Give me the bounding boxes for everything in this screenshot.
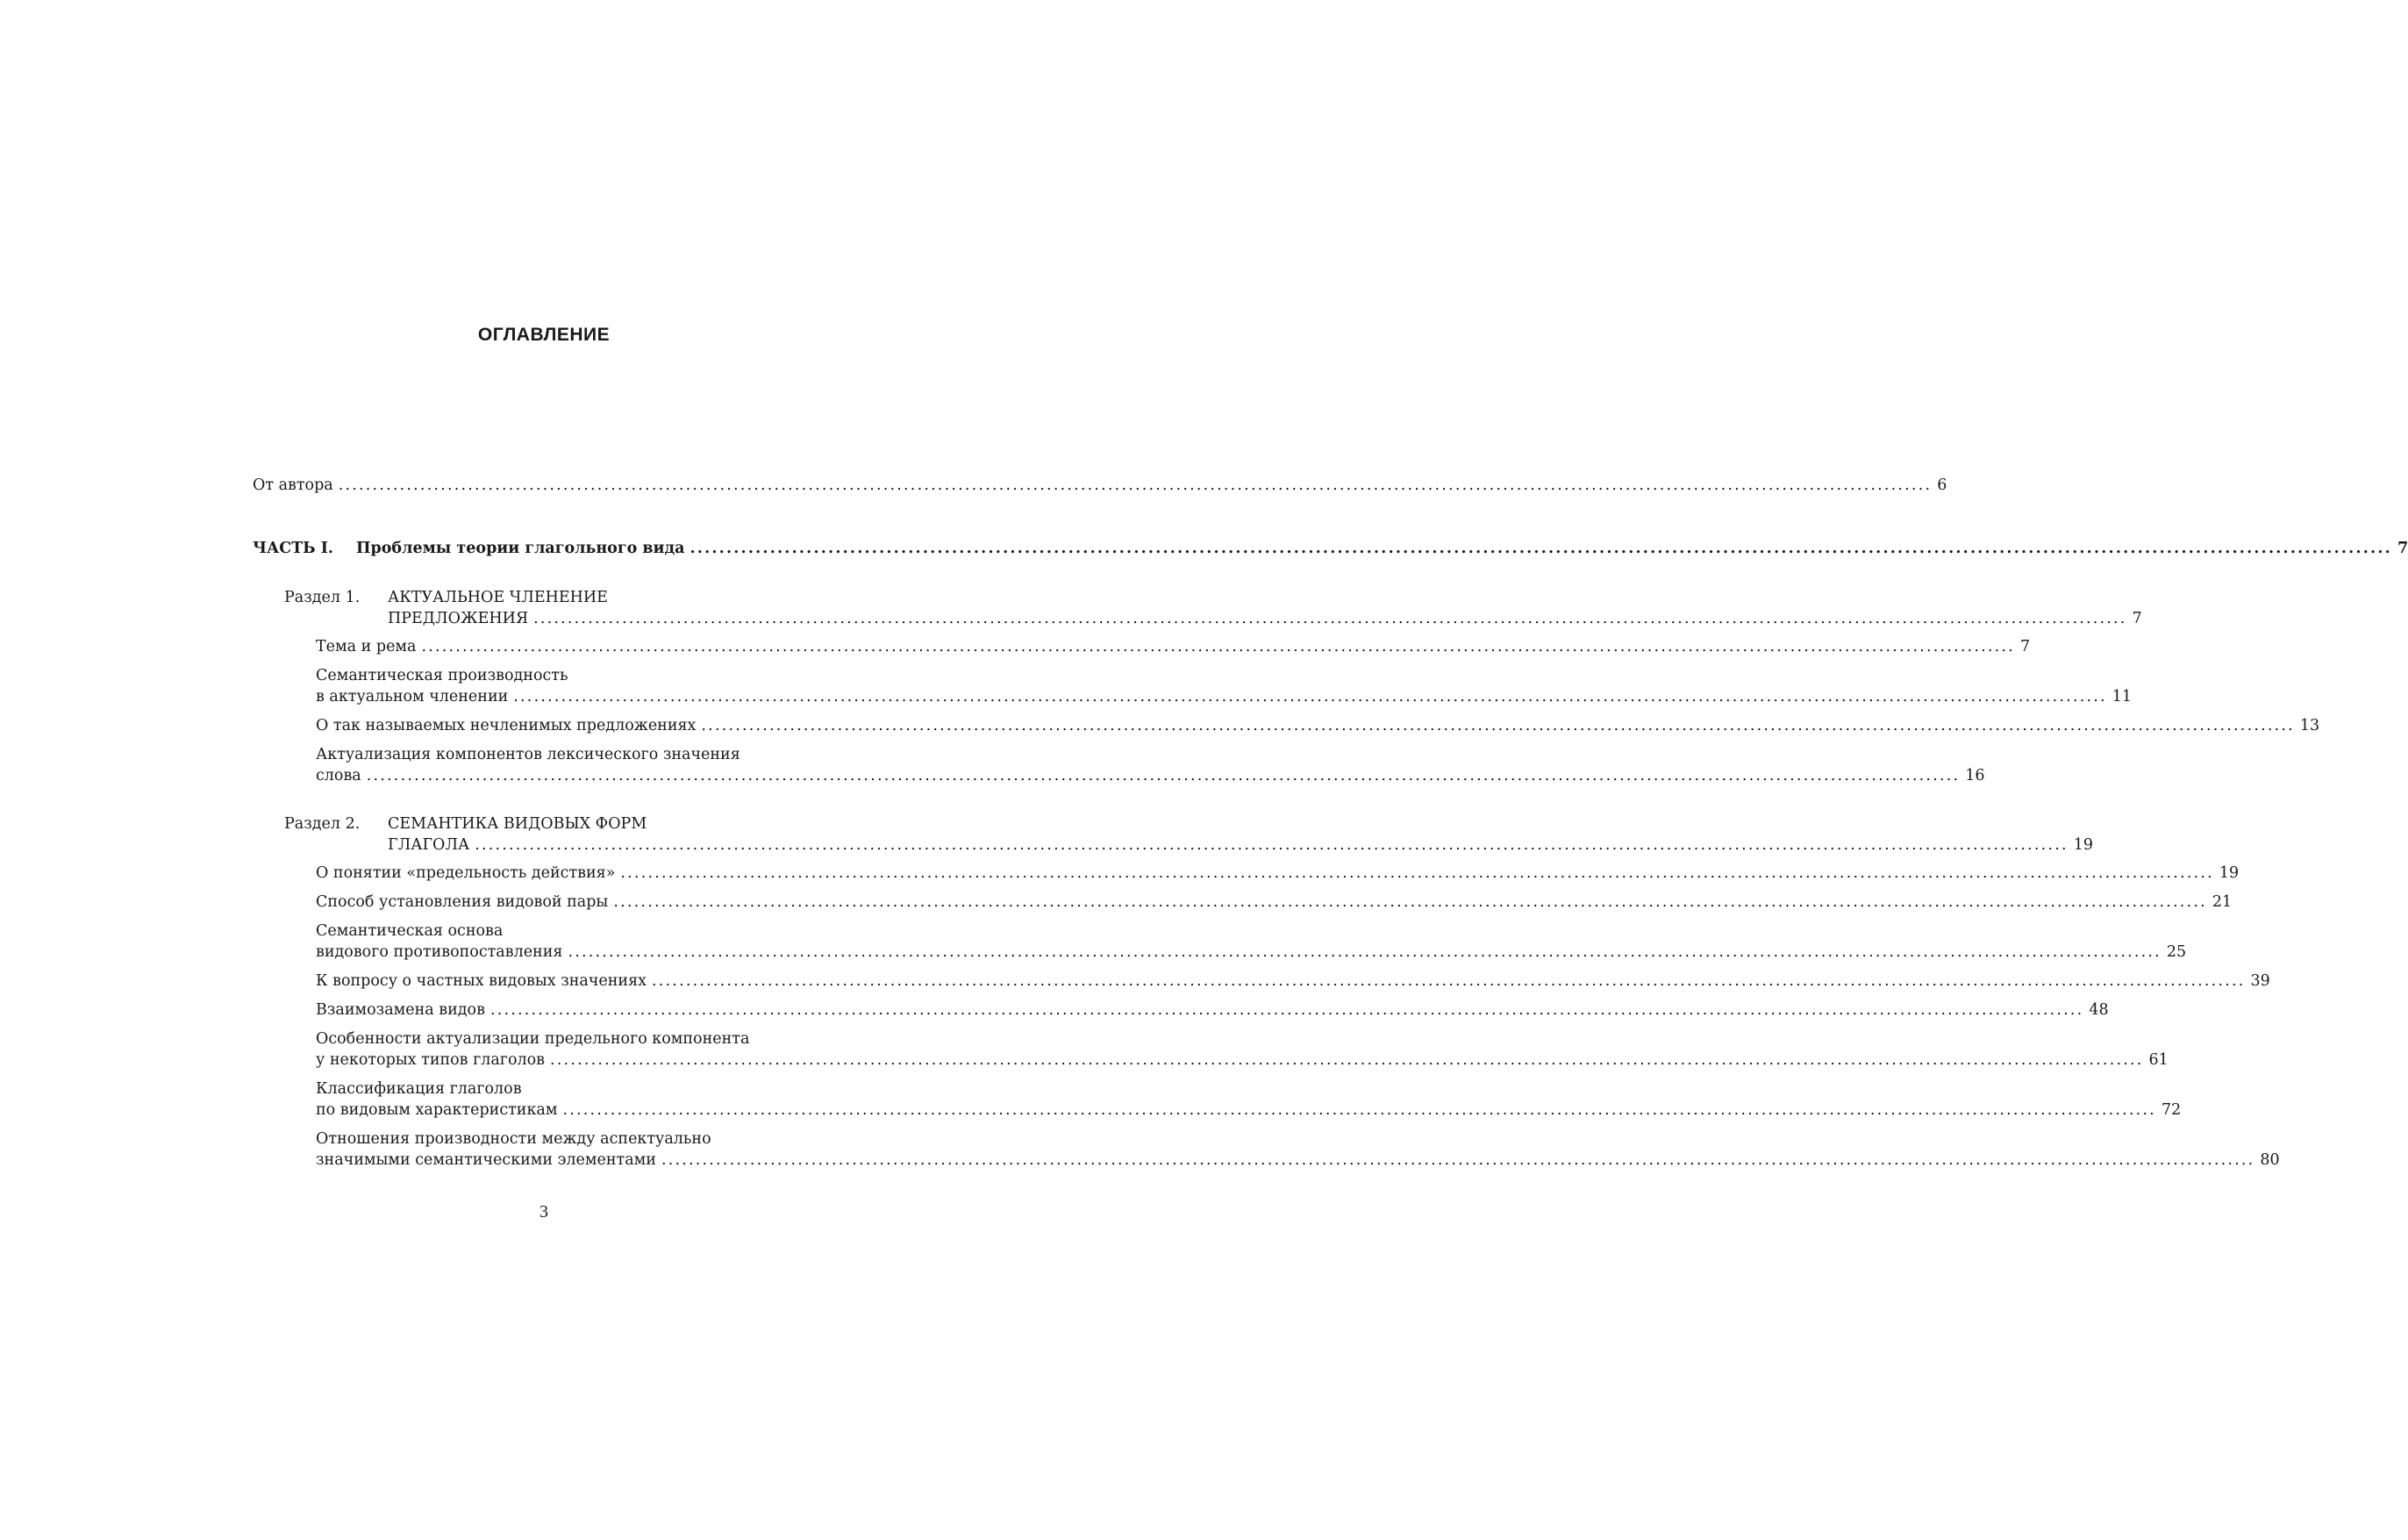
dot-leader	[339, 475, 1932, 496]
toc-entry-label: От автора	[253, 476, 333, 494]
toc-page-number: 7	[2019, 638, 2031, 655]
toc-page-number: 80	[2260, 1151, 2280, 1169]
section-label: Раздел 1.	[284, 589, 361, 606]
toc-entry-text: Тема и рема	[316, 638, 417, 655]
dot-leader	[613, 892, 2206, 913]
toc-entry-text-line: Актуализация компонентов лексического значения	[316, 746, 740, 763]
section-title-line	[388, 834, 2093, 856]
toc-entry[interactable]	[316, 715, 2320, 736]
toc-entry[interactable]	[316, 892, 2233, 913]
toc-entry[interactable]	[316, 863, 2240, 884]
toc-page-number: 39	[2250, 972, 2270, 990]
toc-entry[interactable]	[316, 1078, 2182, 1121]
toc-entry-text: слова	[316, 767, 361, 784]
toc-entry-line	[316, 999, 2109, 1021]
part-title: Проблемы теории глагольного вида	[356, 540, 685, 557]
table-of-contents	[253, 475, 2408, 1198]
toc-entry[interactable]	[316, 971, 2270, 992]
toc-entry-line	[316, 715, 2320, 736]
page-title: ОГЛАВЛЕНИЕ	[477, 325, 611, 345]
toc-section	[284, 813, 2280, 1171]
toc-entry-text: видового противопоставления	[316, 943, 563, 961]
toc-entry-text: О понятии «предельность действия»	[316, 864, 616, 882]
dot-leader	[533, 608, 2126, 629]
dot-leader	[652, 971, 2245, 992]
toc-entry-preface[interactable]	[253, 475, 1947, 496]
toc-section	[284, 587, 2320, 786]
section-title-line: АКТУАЛЬНОЕ ЧЛЕНЕНИЕ	[388, 589, 608, 606]
toc-entry-line	[316, 636, 2031, 657]
dot-leader	[701, 715, 2294, 736]
dot-leader	[513, 686, 2106, 707]
toc-sections	[253, 587, 2320, 1171]
toc-entry-text: Способ установления видовой пары	[316, 893, 609, 911]
toc-entry[interactable]	[316, 636, 2031, 657]
toc-page-number: 6	[1937, 476, 1947, 494]
toc-page-number: 7	[2397, 540, 2408, 557]
toc-entry[interactable]	[316, 920, 2187, 963]
dot-leader	[490, 999, 2083, 1021]
toc-entry[interactable]	[316, 744, 1985, 786]
section-title	[388, 587, 2142, 629]
toc-entry-text: значимыми семантическими элементами	[316, 1151, 656, 1169]
dot-leader	[690, 538, 2391, 559]
toc-page-number: 25	[2166, 943, 2187, 961]
toc-subsections	[316, 863, 2280, 1171]
section-title	[388, 813, 2093, 856]
toc-entry[interactable]	[316, 665, 2133, 707]
toc-page-number: 19	[2219, 864, 2240, 882]
toc-entry-text: Взаимозамена видов	[316, 1001, 485, 1019]
toc-entry[interactable]	[316, 1028, 2169, 1071]
toc-entry-text-line: Особенности актуализации предельного компонента	[316, 1030, 750, 1048]
toc-entry-line	[316, 942, 2187, 963]
toc-entry-text-line: Семантическая производность	[316, 667, 568, 684]
section-title-text: ГЛАГОЛА	[388, 836, 470, 854]
section-title-line	[388, 608, 2142, 629]
toc-entry-line	[316, 1150, 2280, 1171]
toc-entry-text: по видовым характеристикам	[316, 1101, 558, 1119]
section-title-text: ПРЕДЛОЖЕНИЯ	[388, 610, 529, 627]
toc-entry-line	[316, 863, 2240, 884]
toc-entry-text: К вопросу о частных видовых значениях	[316, 972, 647, 990]
dot-leader	[620, 863, 2213, 884]
toc-page-number: 7	[2132, 610, 2142, 627]
toc-entry-part[interactable]	[253, 538, 2408, 559]
toc-entry-text: в актуальном членении	[316, 688, 509, 706]
toc-entry-text-line: Семантическая основа	[316, 922, 504, 940]
dot-leader	[475, 834, 2068, 856]
section-label: Раздел 2.	[284, 815, 361, 833]
toc-entry-line	[316, 686, 2133, 707]
dot-leader	[562, 1099, 2155, 1121]
toc-entry-text-line: Классификация глаголов	[316, 1080, 522, 1098]
page-number: 3	[539, 1202, 548, 1221]
toc-entry[interactable]	[316, 1128, 2280, 1171]
toc-entry-line	[316, 892, 2233, 913]
part-number: ЧАСТЬ I.	[253, 540, 333, 557]
toc-entry[interactable]	[316, 999, 2109, 1021]
toc-page-number: 19	[2073, 836, 2093, 854]
toc-entry-line	[316, 1099, 2182, 1121]
toc-page-number: 48	[2089, 1001, 2109, 1019]
dot-leader	[421, 636, 2014, 657]
section-title-line: СЕМАНТИКА ВИДОВЫХ ФОРМ	[388, 815, 647, 833]
dot-leader	[568, 942, 2161, 963]
toc-section-heading[interactable]	[284, 587, 2142, 629]
dot-leader	[367, 765, 1960, 786]
toc-entry-line	[316, 765, 1985, 786]
toc-page-number: 16	[1965, 767, 1985, 784]
toc-page-number: 13	[2299, 717, 2320, 734]
toc-entry-text: О так называемых нечленимых предложениях	[316, 717, 697, 734]
toc-entry-line	[316, 1049, 2169, 1071]
dot-leader	[550, 1049, 2143, 1071]
toc-entry-text: у некоторых типов глаголов	[316, 1051, 546, 1069]
toc-page-number: 72	[2161, 1101, 2182, 1119]
toc-page-number: 61	[2148, 1051, 2169, 1069]
toc-subsections	[316, 636, 2320, 786]
toc-page-number: 11	[2111, 688, 2133, 706]
toc-entry-text-line: Отношения производности между аспектуально	[316, 1130, 711, 1148]
toc-section-heading[interactable]	[284, 813, 2093, 856]
toc-page-number: 21	[2212, 893, 2233, 911]
toc-entry-line	[316, 971, 2270, 992]
dot-leader	[661, 1150, 2254, 1171]
